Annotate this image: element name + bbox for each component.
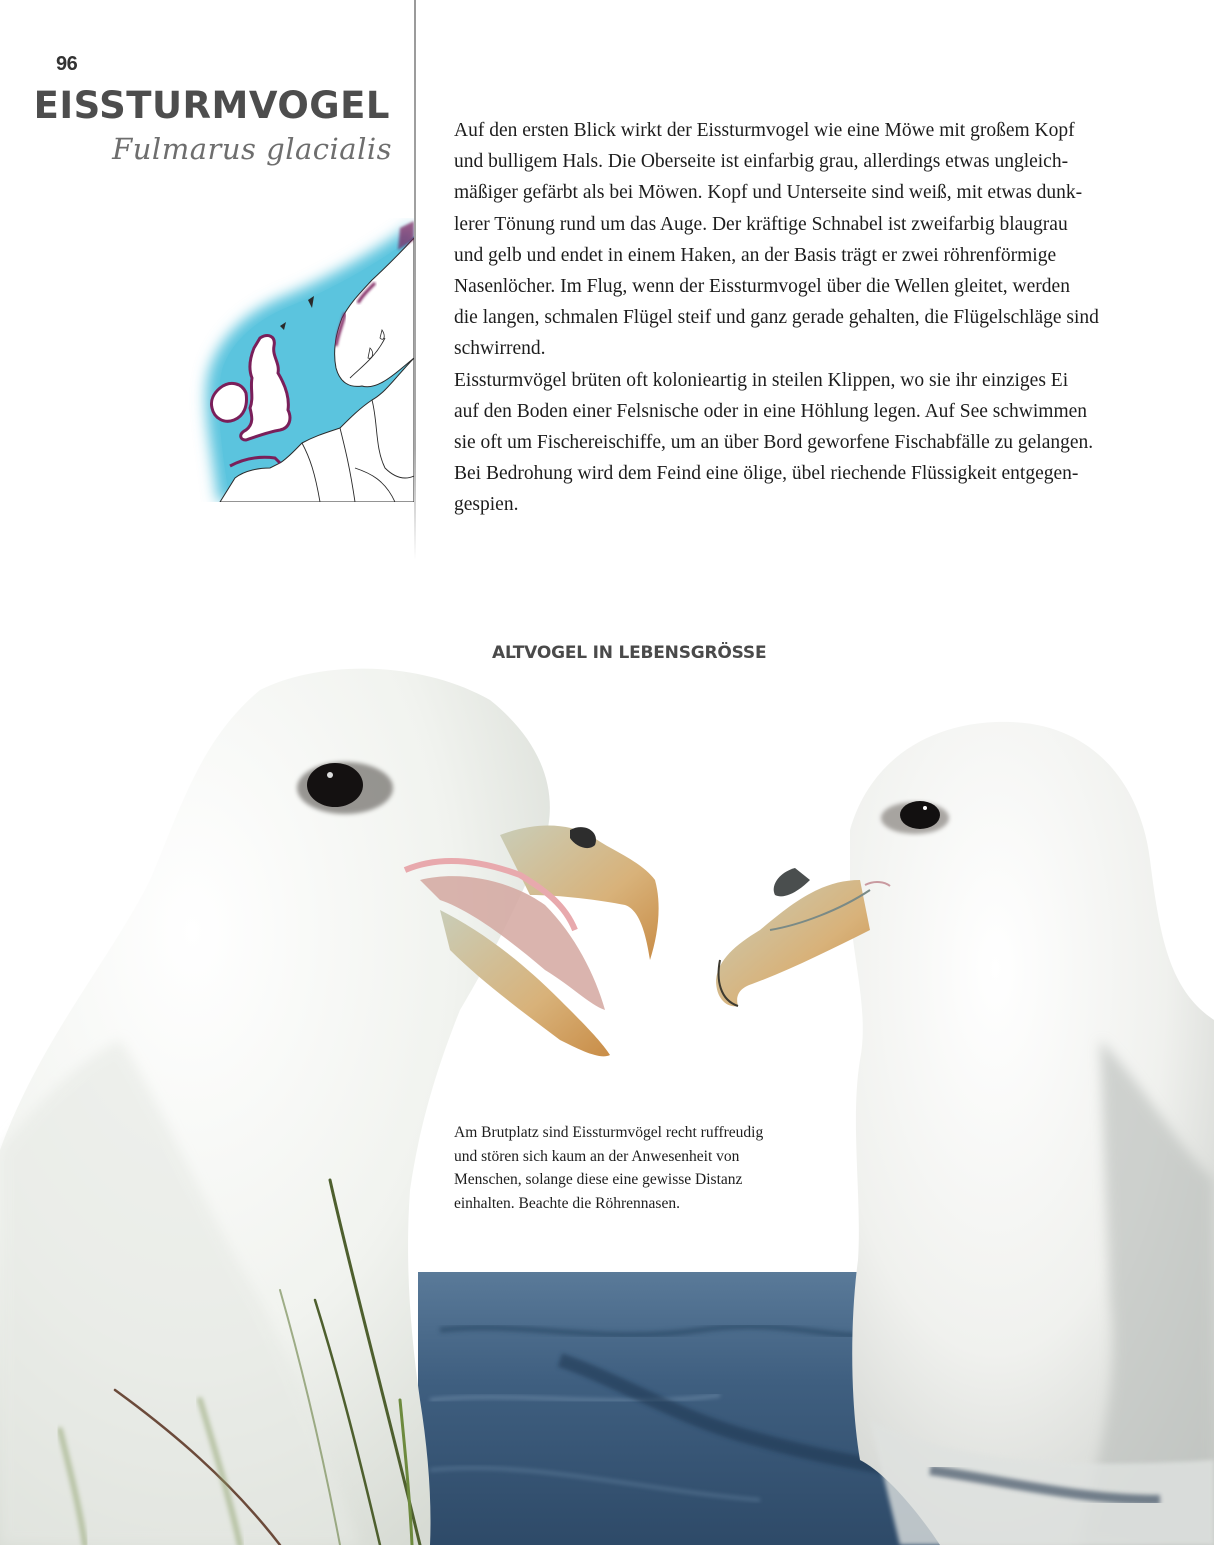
distribution-map: [150, 218, 414, 502]
description-line: schwirrend.: [454, 338, 546, 360]
description-line: sie oft um Fischereischiffe, um an über Bord geworfene Fischabfälle zu gelangen.: [454, 432, 1094, 454]
caption-line: Menschen, solange diese eine gewisse Distanz: [454, 1171, 743, 1188]
description-line: auf den Boden einer Felsnische oder in eine Höhlung legen. Auf See schwimmen: [454, 400, 1088, 422]
figure-heading: ALTVOGEL IN LEBENSGRÖSSE: [492, 643, 767, 663]
description-line: und gelb und endet in einem Haken, an der Basis trägt er zwei röhrenförmige: [454, 244, 1057, 266]
description-line: mäßiger gefärbt als bei Möwen. Kopf und Unterseite sind weiß, mit etwas dunk-: [454, 182, 1083, 204]
species-title: EISSTURMVOGEL: [33, 84, 390, 127]
description-line: Auf den ersten Blick wirkt der Eissturmvogel wie eine Möwe mit großem Kopf: [454, 120, 1075, 141]
column-divider: [414, 0, 416, 560]
page-number: 96: [56, 53, 78, 75]
caption-line: Am Brutplatz sind Eissturmvögel recht ruffreudig: [454, 1124, 764, 1141]
description-line: die langen, schmalen Flügel steif und ganz gerade gehalten, die Flügelschläge sind: [454, 307, 1099, 329]
species-description: [454, 115, 1114, 521]
caption-line: einhalten. Beachte die Röhrennasen.: [454, 1194, 680, 1212]
description-line: gespien.: [454, 494, 519, 516]
description-line: Bei Bedrohung wird dem Feind eine ölige, übel riechende Flüssigkeit entgegen-: [454, 463, 1079, 485]
figure-caption: [454, 1121, 814, 1215]
fulmar-photo: [0, 600, 1214, 1545]
description-line: Nasenlöcher. Im Flug, wenn der Eissturmvogel über die Wellen gleitet, werden: [454, 276, 1070, 298]
description-line: und bulligem Hals. Die Oberseite ist einfarbig grau, allerdings etwas ungleich-: [454, 151, 1069, 173]
description-line: Eissturmvögel brüten oft kolonieartig in steilen Klippen, wo sie ihr einziges Ei: [454, 369, 1069, 391]
scientific-name: Fulmarus glacialis: [112, 132, 392, 166]
description-line: lerer Tönung rund um das Auge. Der kräftige Schnabel ist zweifarbig blaugrau: [454, 213, 1068, 235]
caption-line: und stören sich kaum an der Anwesenheit von: [454, 1147, 740, 1165]
